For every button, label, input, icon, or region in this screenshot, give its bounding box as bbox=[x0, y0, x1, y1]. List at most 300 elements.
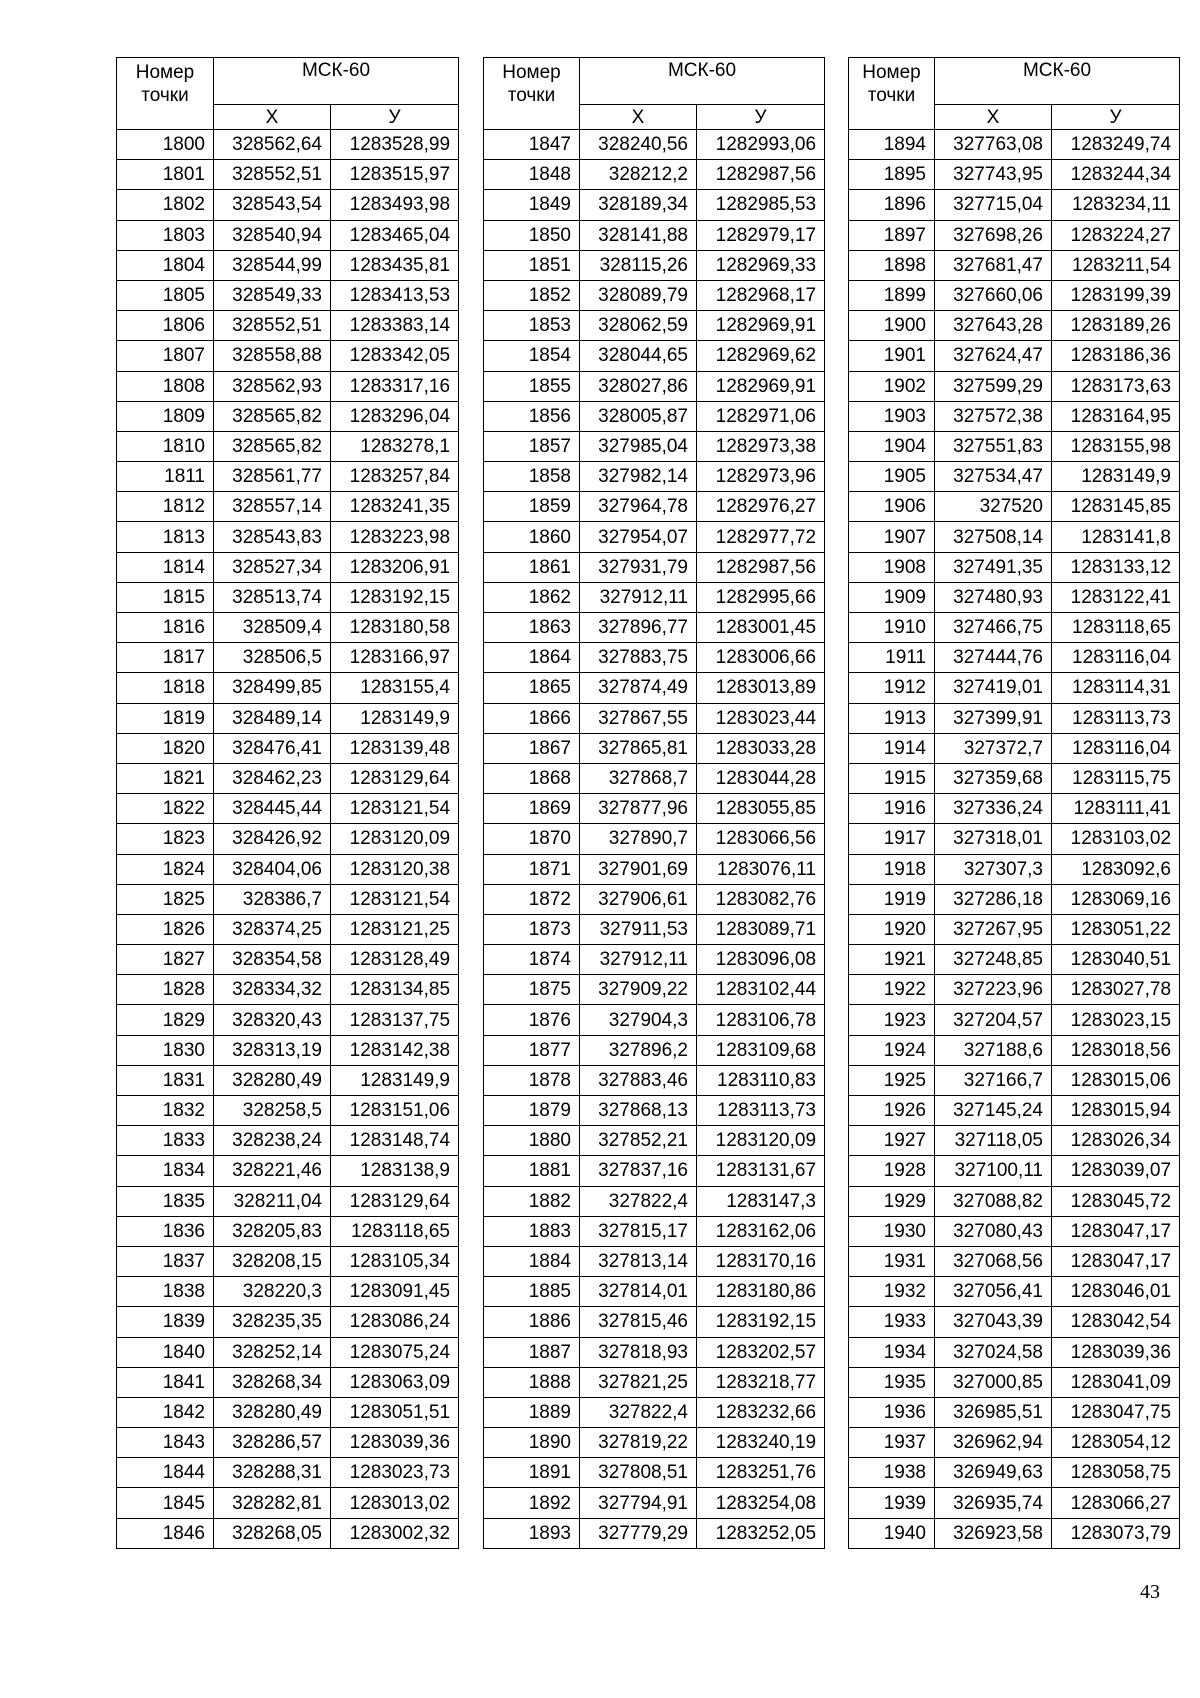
point-number-cell: 1851 bbox=[484, 250, 580, 280]
x-coordinate-cell: 328268,05 bbox=[214, 1518, 331, 1548]
table-row bbox=[117, 492, 459, 522]
table-row bbox=[484, 220, 825, 250]
x-coordinate-cell: 327286,18 bbox=[935, 884, 1052, 914]
point-number-cell: 1917 bbox=[849, 824, 935, 854]
table-row bbox=[484, 1337, 825, 1367]
point-number-cell: 1903 bbox=[849, 401, 935, 431]
x-coordinate-cell: 327508,14 bbox=[935, 522, 1052, 552]
x-coordinate-cell: 327867,55 bbox=[580, 703, 697, 733]
x-coordinate-cell: 327883,75 bbox=[580, 643, 697, 673]
y-coordinate-cell: 1283166,97 bbox=[331, 643, 459, 673]
table-row bbox=[484, 643, 825, 673]
x-coordinate-cell: 328562,64 bbox=[214, 130, 331, 160]
x-coordinate-cell: 328561,77 bbox=[214, 462, 331, 492]
x-coordinate-cell: 328320,43 bbox=[214, 1005, 331, 1035]
point-number-header: Номер точки bbox=[117, 58, 214, 130]
x-coordinate-cell: 327643,28 bbox=[935, 311, 1052, 341]
table-row bbox=[117, 160, 459, 190]
table-row bbox=[117, 1307, 459, 1337]
x-coordinate-cell: 328558,88 bbox=[214, 341, 331, 371]
x-coordinate-cell: 328426,92 bbox=[214, 824, 331, 854]
point-number-cell: 1880 bbox=[484, 1126, 580, 1156]
y-coordinate-cell: 1282968,17 bbox=[697, 280, 825, 310]
table-row bbox=[117, 1337, 459, 1367]
point-number-cell: 1929 bbox=[849, 1186, 935, 1216]
x-coordinate-cell: 328565,82 bbox=[214, 401, 331, 431]
x-coordinate-cell: 327068,56 bbox=[935, 1246, 1052, 1276]
point-number-cell: 1820 bbox=[117, 733, 214, 763]
y-coordinate-cell: 1283134,85 bbox=[331, 975, 459, 1005]
table-row bbox=[484, 1005, 825, 1035]
x-coordinate-cell: 328212,2 bbox=[580, 160, 697, 190]
y-coordinate-cell: 1283149,9 bbox=[1052, 462, 1180, 492]
table-row bbox=[849, 1126, 1180, 1156]
point-number-cell: 1801 bbox=[117, 160, 214, 190]
y-coordinate-cell: 1283044,28 bbox=[697, 763, 825, 793]
y-coordinate-cell: 1283155,4 bbox=[331, 673, 459, 703]
point-number-cell: 1923 bbox=[849, 1005, 935, 1035]
point-number-cell: 1819 bbox=[117, 703, 214, 733]
y-coordinate-cell: 1283218,77 bbox=[697, 1367, 825, 1397]
x-coordinate-cell: 328445,44 bbox=[214, 794, 331, 824]
point-number-cell: 1906 bbox=[849, 492, 935, 522]
point-number-cell: 1856 bbox=[484, 401, 580, 431]
point-number-header: Номер точки bbox=[484, 58, 580, 130]
x-coordinate-cell: 327865,81 bbox=[580, 733, 697, 763]
y-coordinate-cell: 1283240,19 bbox=[697, 1428, 825, 1458]
x-coordinate-cell: 327572,38 bbox=[935, 401, 1052, 431]
y-coordinate-cell: 1283435,81 bbox=[331, 250, 459, 280]
point-number-cell: 1930 bbox=[849, 1216, 935, 1246]
x-coordinate-cell: 327267,95 bbox=[935, 914, 1052, 944]
y-coordinate-cell: 1282995,66 bbox=[697, 582, 825, 612]
y-coordinate-cell: 1283116,04 bbox=[1052, 733, 1180, 763]
y-coordinate-cell: 1283180,58 bbox=[331, 613, 459, 643]
y-coordinate-cell: 1283120,38 bbox=[331, 854, 459, 884]
point-number-cell: 1807 bbox=[117, 341, 214, 371]
point-number-cell: 1920 bbox=[849, 914, 935, 944]
table-row bbox=[849, 975, 1180, 1005]
x-coordinate-cell: 327088,82 bbox=[935, 1186, 1052, 1216]
x-coordinate-cell: 327912,11 bbox=[580, 582, 697, 612]
table-row bbox=[849, 371, 1180, 401]
x-coordinate-cell: 327336,24 bbox=[935, 794, 1052, 824]
x-coordinate-cell: 327599,29 bbox=[935, 371, 1052, 401]
y-coordinate-cell: 1283066,27 bbox=[1052, 1488, 1180, 1518]
table-row bbox=[484, 1035, 825, 1065]
point-number-cell: 1937 bbox=[849, 1428, 935, 1458]
table-row bbox=[117, 552, 459, 582]
table-row bbox=[484, 945, 825, 975]
point-number-cell: 1928 bbox=[849, 1156, 935, 1186]
table-row bbox=[484, 401, 825, 431]
coordinates-table-1 bbox=[116, 57, 459, 1549]
table-row bbox=[849, 733, 1180, 763]
point-number-cell: 1844 bbox=[117, 1458, 214, 1488]
x-coordinate-cell: 328280,49 bbox=[214, 1065, 331, 1095]
x-coordinate-cell: 327909,22 bbox=[580, 975, 697, 1005]
x-coordinate-cell: 328027,86 bbox=[580, 371, 697, 401]
table-row bbox=[117, 884, 459, 914]
x-coordinate-cell: 328141,88 bbox=[580, 220, 697, 250]
point-number-cell: 1808 bbox=[117, 371, 214, 401]
point-number-cell: 1818 bbox=[117, 673, 214, 703]
table-body bbox=[849, 130, 1180, 1549]
table-row bbox=[484, 1126, 825, 1156]
x-coordinate-cell: 327822,4 bbox=[580, 1186, 697, 1216]
x-coordinate-cell: 327821,25 bbox=[580, 1367, 697, 1397]
point-number-cell: 1890 bbox=[484, 1428, 580, 1458]
point-number-cell: 1885 bbox=[484, 1277, 580, 1307]
x-coordinate-cell: 327814,01 bbox=[580, 1277, 697, 1307]
x-coordinate-cell: 328549,33 bbox=[214, 280, 331, 310]
table-row bbox=[117, 1005, 459, 1035]
point-number-cell: 1849 bbox=[484, 190, 580, 220]
x-coordinate-cell: 327954,07 bbox=[580, 522, 697, 552]
point-number-cell: 1841 bbox=[117, 1367, 214, 1397]
table-row bbox=[849, 582, 1180, 612]
point-number-cell: 1805 bbox=[117, 280, 214, 310]
coordinates-table-3 bbox=[848, 57, 1180, 1549]
y-coordinate-cell: 1282969,62 bbox=[697, 341, 825, 371]
y-coordinate-cell: 1283102,44 bbox=[697, 975, 825, 1005]
point-number-cell: 1935 bbox=[849, 1367, 935, 1397]
point-number-cell: 1875 bbox=[484, 975, 580, 1005]
x-coordinate-cell: 327318,01 bbox=[935, 824, 1052, 854]
point-number-cell: 1825 bbox=[117, 884, 214, 914]
y-coordinate-cell: 1283493,98 bbox=[331, 190, 459, 220]
table-row bbox=[484, 1246, 825, 1276]
table-body bbox=[117, 130, 459, 1549]
coordinates-table-2 bbox=[483, 57, 825, 1549]
table-row bbox=[117, 824, 459, 854]
x-coordinate-cell: 328565,82 bbox=[214, 431, 331, 461]
y-coordinate-cell: 1283033,28 bbox=[697, 733, 825, 763]
table-row bbox=[117, 914, 459, 944]
y-coordinate-cell: 1283002,32 bbox=[331, 1518, 459, 1548]
y-coordinate-cell: 1283121,54 bbox=[331, 794, 459, 824]
point-number-cell: 1896 bbox=[849, 190, 935, 220]
point-number-cell: 1938 bbox=[849, 1458, 935, 1488]
point-number-cell: 1897 bbox=[849, 220, 935, 250]
point-number-cell: 1926 bbox=[849, 1096, 935, 1126]
y-coordinate-cell: 1283224,27 bbox=[1052, 220, 1180, 250]
table-row bbox=[117, 582, 459, 612]
point-number-cell: 1809 bbox=[117, 401, 214, 431]
table-row bbox=[117, 763, 459, 793]
y-coordinate-cell: 1283211,54 bbox=[1052, 250, 1180, 280]
table-row bbox=[484, 1367, 825, 1397]
x-coordinate-cell: 327852,21 bbox=[580, 1126, 697, 1156]
point-number-cell: 1886 bbox=[484, 1307, 580, 1337]
point-number-cell: 1839 bbox=[117, 1307, 214, 1337]
point-number-cell: 1877 bbox=[484, 1035, 580, 1065]
x-coordinate-cell: 327660,06 bbox=[935, 280, 1052, 310]
x-coordinate-cell: 328552,51 bbox=[214, 160, 331, 190]
table-row bbox=[849, 220, 1180, 250]
x-coordinate-cell: 326985,51 bbox=[935, 1397, 1052, 1427]
table-row bbox=[849, 1186, 1180, 1216]
y-coordinate-cell: 1283131,67 bbox=[697, 1156, 825, 1186]
x-coordinate-cell: 327911,53 bbox=[580, 914, 697, 944]
table-row bbox=[484, 1458, 825, 1488]
table-row bbox=[117, 1216, 459, 1246]
y-coordinate-cell: 1282993,06 bbox=[697, 130, 825, 160]
x-coordinate-cell: 327837,16 bbox=[580, 1156, 697, 1186]
table-row bbox=[849, 130, 1180, 160]
y-coordinate-cell: 1283251,76 bbox=[697, 1458, 825, 1488]
x-coordinate-cell: 327779,29 bbox=[580, 1518, 697, 1548]
table-row bbox=[849, 1005, 1180, 1035]
table-row bbox=[849, 1397, 1180, 1427]
x-coordinate-cell: 327912,11 bbox=[580, 945, 697, 975]
y-coordinate-cell: 1283039,07 bbox=[1052, 1156, 1180, 1186]
table-row bbox=[117, 975, 459, 1005]
point-number-cell: 1824 bbox=[117, 854, 214, 884]
x-coordinate-cell: 327985,04 bbox=[580, 431, 697, 461]
y-coordinate-cell: 1283192,15 bbox=[331, 582, 459, 612]
y-coordinate-cell: 1283142,38 bbox=[331, 1035, 459, 1065]
point-number-cell: 1904 bbox=[849, 431, 935, 461]
y-coordinate-cell: 1283192,15 bbox=[697, 1307, 825, 1337]
point-number-cell: 1914 bbox=[849, 733, 935, 763]
point-number-cell: 1918 bbox=[849, 854, 935, 884]
table-row bbox=[117, 1488, 459, 1518]
y-coordinate-cell: 1283106,78 bbox=[697, 1005, 825, 1035]
point-number-cell: 1834 bbox=[117, 1156, 214, 1186]
table-row bbox=[117, 794, 459, 824]
y-coordinate-cell: 1283137,75 bbox=[331, 1005, 459, 1035]
x-coordinate-cell: 328334,32 bbox=[214, 975, 331, 1005]
y-coordinate-cell: 1283069,16 bbox=[1052, 884, 1180, 914]
y-coordinate-cell: 1283232,66 bbox=[697, 1397, 825, 1427]
point-number-cell: 1831 bbox=[117, 1065, 214, 1095]
y-coordinate-cell: 1283013,02 bbox=[331, 1488, 459, 1518]
y-coordinate-cell: 1283383,14 bbox=[331, 311, 459, 341]
y-coordinate-cell: 1283121,54 bbox=[331, 884, 459, 914]
table-row bbox=[484, 371, 825, 401]
table-row bbox=[484, 522, 825, 552]
table-row bbox=[849, 613, 1180, 643]
table-row bbox=[117, 1458, 459, 1488]
y-coordinate-cell: 1283189,26 bbox=[1052, 311, 1180, 341]
x-coordinate-cell: 327204,57 bbox=[935, 1005, 1052, 1035]
y-coordinate-cell: 1283155,98 bbox=[1052, 431, 1180, 461]
point-number-cell: 1908 bbox=[849, 552, 935, 582]
point-number-cell: 1915 bbox=[849, 763, 935, 793]
point-number-cell: 1924 bbox=[849, 1035, 935, 1065]
table-row bbox=[484, 1428, 825, 1458]
table-row bbox=[117, 613, 459, 643]
x-coordinate-cell: 327024,58 bbox=[935, 1337, 1052, 1367]
table-row bbox=[117, 733, 459, 763]
x-coordinate-cell: 328313,19 bbox=[214, 1035, 331, 1065]
table-row bbox=[484, 854, 825, 884]
y-coordinate-cell: 1283120,09 bbox=[331, 824, 459, 854]
table-row bbox=[117, 280, 459, 310]
x-coordinate-cell: 328268,34 bbox=[214, 1367, 331, 1397]
point-number-cell: 1833 bbox=[117, 1126, 214, 1156]
table-row bbox=[849, 1156, 1180, 1186]
y-coordinate-cell: 1283013,89 bbox=[697, 673, 825, 703]
y-coordinate-cell: 1283041,09 bbox=[1052, 1367, 1180, 1397]
page-number: 43 bbox=[1140, 1581, 1160, 1603]
table-row bbox=[117, 1277, 459, 1307]
point-number-cell: 1873 bbox=[484, 914, 580, 944]
table-row bbox=[484, 1065, 825, 1095]
x-coordinate-cell: 327794,91 bbox=[580, 1488, 697, 1518]
y-coordinate-cell: 1283249,74 bbox=[1052, 130, 1180, 160]
table-row bbox=[484, 673, 825, 703]
x-coordinate-cell: 327883,46 bbox=[580, 1065, 697, 1095]
table-row bbox=[484, 1488, 825, 1518]
x-coordinate-cell: 328211,04 bbox=[214, 1186, 331, 1216]
y-coordinate-cell: 1283047,17 bbox=[1052, 1246, 1180, 1276]
table-row bbox=[484, 824, 825, 854]
point-number-cell: 1895 bbox=[849, 160, 935, 190]
y-coordinate-cell: 1283141,8 bbox=[1052, 522, 1180, 552]
point-number-cell: 1874 bbox=[484, 945, 580, 975]
x-coordinate-cell: 327372,7 bbox=[935, 733, 1052, 763]
table-row bbox=[484, 280, 825, 310]
point-number-cell: 1863 bbox=[484, 613, 580, 643]
y-coordinate-cell: 1283164,95 bbox=[1052, 401, 1180, 431]
x-coordinate-cell: 327715,04 bbox=[935, 190, 1052, 220]
x-coordinate-cell: 327896,2 bbox=[580, 1035, 697, 1065]
y-coordinate-cell: 1282976,27 bbox=[697, 492, 825, 522]
point-number-cell: 1822 bbox=[117, 794, 214, 824]
y-coordinate-cell: 1283039,36 bbox=[1052, 1337, 1180, 1367]
x-coordinate-cell: 328062,59 bbox=[580, 311, 697, 341]
point-number-cell: 1802 bbox=[117, 190, 214, 220]
table-row bbox=[849, 824, 1180, 854]
table-row bbox=[849, 401, 1180, 431]
table-row bbox=[117, 130, 459, 160]
table-row bbox=[849, 703, 1180, 733]
point-number-cell: 1806 bbox=[117, 311, 214, 341]
point-number-cell: 1866 bbox=[484, 703, 580, 733]
point-number-cell: 1858 bbox=[484, 462, 580, 492]
x-coordinate-cell: 327819,22 bbox=[580, 1428, 697, 1458]
x-coordinate-cell: 327906,61 bbox=[580, 884, 697, 914]
point-number-cell: 1931 bbox=[849, 1246, 935, 1276]
y-coordinate-cell: 1283082,76 bbox=[697, 884, 825, 914]
x-coordinate-cell: 327534,47 bbox=[935, 462, 1052, 492]
point-number-cell: 1910 bbox=[849, 613, 935, 643]
point-number-cell: 1881 bbox=[484, 1156, 580, 1186]
point-number-cell: 1843 bbox=[117, 1428, 214, 1458]
x-coordinate-cell: 328238,24 bbox=[214, 1126, 331, 1156]
x-coordinate-cell: 327763,08 bbox=[935, 130, 1052, 160]
table-row bbox=[849, 914, 1180, 944]
y-coordinate-cell: 1283114,31 bbox=[1052, 673, 1180, 703]
point-number-cell: 1868 bbox=[484, 763, 580, 793]
table-row bbox=[484, 613, 825, 643]
x-coordinate-cell: 327000,85 bbox=[935, 1367, 1052, 1397]
table-row bbox=[849, 1096, 1180, 1126]
table-row bbox=[117, 1397, 459, 1427]
point-number-cell: 1852 bbox=[484, 280, 580, 310]
point-number-cell: 1922 bbox=[849, 975, 935, 1005]
y-coordinate-cell: 1283066,56 bbox=[697, 824, 825, 854]
y-coordinate-cell: 1283147,3 bbox=[697, 1186, 825, 1216]
y-coordinate-cell: 1283241,35 bbox=[331, 492, 459, 522]
x-coordinate-cell: 327931,79 bbox=[580, 552, 697, 582]
y-coordinate-cell: 1283223,98 bbox=[331, 522, 459, 552]
point-number-cell: 1872 bbox=[484, 884, 580, 914]
x-coordinate-cell: 327896,77 bbox=[580, 613, 697, 643]
y-coordinate-cell: 1283129,64 bbox=[331, 1186, 459, 1216]
point-number-cell: 1932 bbox=[849, 1277, 935, 1307]
x-coordinate-cell: 327248,85 bbox=[935, 945, 1052, 975]
table-row bbox=[484, 1307, 825, 1337]
y-coordinate-cell: 1283202,57 bbox=[697, 1337, 825, 1367]
y-coordinate-cell: 1283128,49 bbox=[331, 945, 459, 975]
point-number-cell: 1921 bbox=[849, 945, 935, 975]
point-number-cell: 1800 bbox=[117, 130, 214, 160]
x-coordinate-cell: 327145,24 bbox=[935, 1096, 1052, 1126]
point-number-cell: 1907 bbox=[849, 522, 935, 552]
table-row bbox=[849, 1488, 1180, 1518]
x-coordinate-cell: 327166,7 bbox=[935, 1065, 1052, 1095]
table-row bbox=[849, 462, 1180, 492]
coordinate-system-header: МСК-60 bbox=[580, 58, 825, 105]
y-coordinate-cell: 1283145,85 bbox=[1052, 492, 1180, 522]
point-number-cell: 1867 bbox=[484, 733, 580, 763]
x-coordinate-cell: 327808,51 bbox=[580, 1458, 697, 1488]
y-coordinate-cell: 1283115,75 bbox=[1052, 763, 1180, 793]
x-coordinate-cell: 327815,46 bbox=[580, 1307, 697, 1337]
x-coordinate-cell: 326935,74 bbox=[935, 1488, 1052, 1518]
table-row bbox=[484, 733, 825, 763]
y-coordinate-cell: 1283054,12 bbox=[1052, 1428, 1180, 1458]
table-row bbox=[117, 1156, 459, 1186]
table-row bbox=[484, 1518, 825, 1548]
point-number-cell: 1901 bbox=[849, 341, 935, 371]
y-coordinate-cell: 1283103,02 bbox=[1052, 824, 1180, 854]
point-number-cell: 1828 bbox=[117, 975, 214, 1005]
point-number-cell: 1810 bbox=[117, 431, 214, 461]
x-coordinate-cell: 326949,63 bbox=[935, 1458, 1052, 1488]
y-coordinate-cell: 1283465,04 bbox=[331, 220, 459, 250]
y-coordinate-cell: 1283045,72 bbox=[1052, 1186, 1180, 1216]
point-number-cell: 1869 bbox=[484, 794, 580, 824]
table-row bbox=[849, 1065, 1180, 1095]
y-coordinate-cell: 1283180,86 bbox=[697, 1277, 825, 1307]
y-coordinate-cell: 1283413,53 bbox=[331, 280, 459, 310]
x-coordinate-cell: 327901,69 bbox=[580, 854, 697, 884]
point-number-cell: 1891 bbox=[484, 1458, 580, 1488]
table-row bbox=[117, 401, 459, 431]
x-coordinate-cell: 328543,54 bbox=[214, 190, 331, 220]
point-number-cell: 1860 bbox=[484, 522, 580, 552]
table-row bbox=[849, 945, 1180, 975]
y-coordinate-cell: 1283015,06 bbox=[1052, 1065, 1180, 1095]
x-coordinate-cell: 328552,51 bbox=[214, 311, 331, 341]
y-coordinate-cell: 1282987,56 bbox=[697, 160, 825, 190]
x-coordinate-cell: 328005,87 bbox=[580, 401, 697, 431]
x-coordinate-cell: 328252,14 bbox=[214, 1337, 331, 1367]
y-column-header: У bbox=[697, 105, 825, 130]
x-coordinate-cell: 327188,6 bbox=[935, 1035, 1052, 1065]
y-column-header: У bbox=[1052, 105, 1180, 130]
x-coordinate-cell: 328115,26 bbox=[580, 250, 697, 280]
table-row bbox=[849, 1216, 1180, 1246]
table-row bbox=[484, 492, 825, 522]
point-number-cell: 1813 bbox=[117, 522, 214, 552]
table-row bbox=[117, 673, 459, 703]
y-coordinate-cell: 1283133,12 bbox=[1052, 552, 1180, 582]
